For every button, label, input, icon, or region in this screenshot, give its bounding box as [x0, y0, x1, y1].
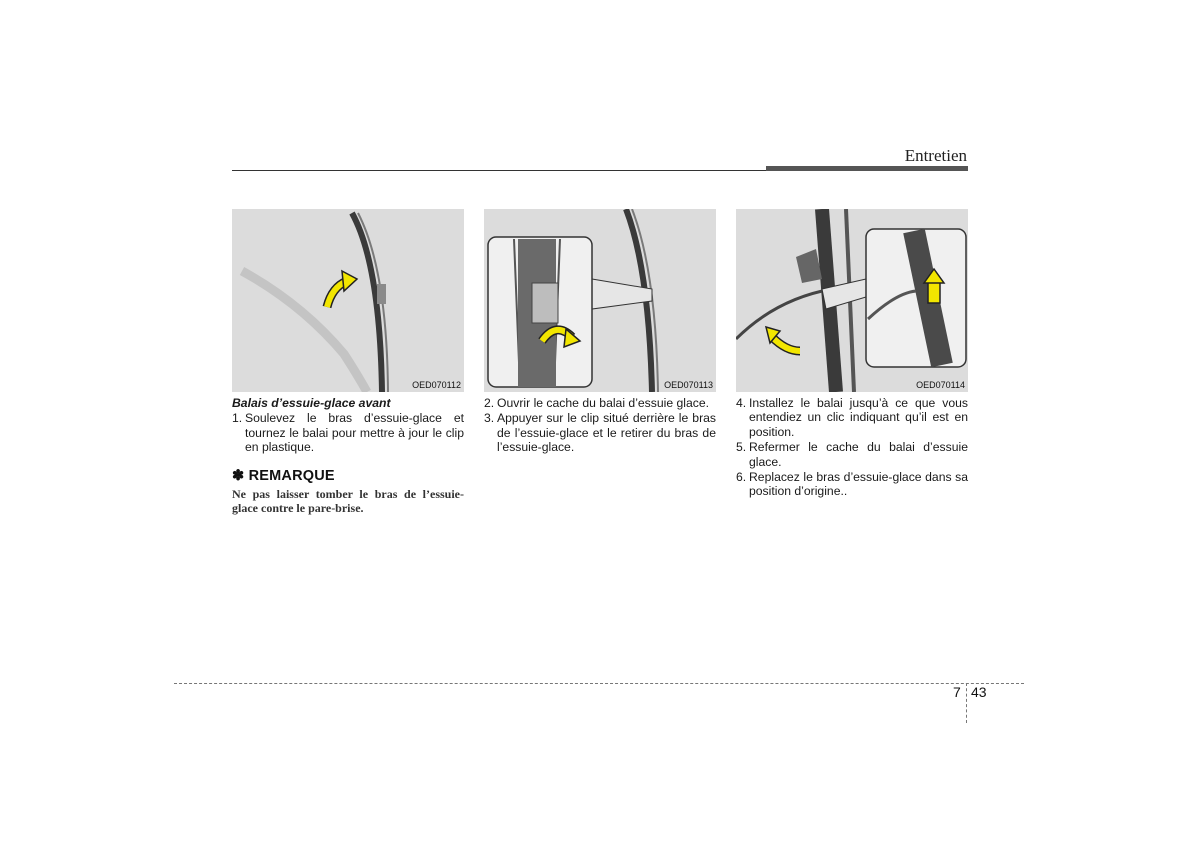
wiper-lift-illustration [232, 209, 464, 392]
step-text: Replacez le bras d’essuie-glace dans sa position d’origine.. [749, 470, 968, 499]
wiper-lowered-ghost [242, 271, 367, 392]
arrow-head-icon [342, 271, 357, 291]
chapter-number: 7 [953, 684, 961, 700]
step-text: Installez le balai jusqu’à ce que vous entendiez un clic indiquant qu’il est en position. [749, 396, 968, 439]
open-cover-illustration [484, 209, 716, 392]
cover-flap [532, 283, 558, 323]
chapter-title: Entretien [904, 146, 967, 165]
figure-code: OED070112 [412, 380, 461, 390]
step-item [484, 411, 716, 454]
header-rule-accent [766, 166, 968, 171]
step-item [736, 440, 968, 469]
figure-open-cover [484, 209, 716, 392]
wiper-clip [377, 284, 386, 304]
step-text: Refermer le cache du balai d’essuie glace. [749, 440, 968, 469]
footer-rule [174, 683, 1024, 684]
figure-install-blade [736, 209, 968, 392]
column-3-text [736, 396, 968, 500]
step-item [232, 411, 464, 454]
step-text: Soulevez le bras d’essuie-glace et tournez le balai pour mettre à jour le clip en plastique. [245, 411, 464, 455]
column-1-text [232, 396, 464, 515]
step-number: 2. [484, 396, 495, 410]
section-title: Balais d’essuie-glace avant [232, 396, 391, 410]
step-text: Appuyer sur le clip situé derrière le bras de l’essuie-glace et le retirer du bras de l’essuie-glace. [497, 411, 716, 455]
step-number: 6. [736, 470, 747, 485]
clip-detail [796, 249, 822, 283]
step-number: 3. [484, 411, 495, 426]
install-blade-illustration [736, 209, 968, 392]
figure-wiper-lift [232, 209, 464, 392]
footer-divider [966, 683, 967, 723]
column-2-text [484, 396, 716, 456]
step-number: 4. [736, 396, 747, 410]
figure-code: OED070113 [664, 380, 713, 390]
step-number: 5. [736, 440, 747, 455]
note-body: Ne pas laisser tomber le bras de l’essuie-glace contre le pare-brise. [232, 487, 464, 516]
step-item [736, 396, 968, 439]
figure-code: OED070114 [916, 380, 965, 390]
note-heading: ✽ REMARQUE [232, 467, 335, 484]
step-item [484, 396, 716, 410]
step-number: 1. [232, 411, 243, 426]
step-item [736, 470, 968, 499]
page-number: 43 [971, 684, 987, 700]
step-text: Ouvrir le cache du balai d’essuie glace. [497, 396, 710, 410]
wiper-arm-curve [736, 289, 832, 339]
